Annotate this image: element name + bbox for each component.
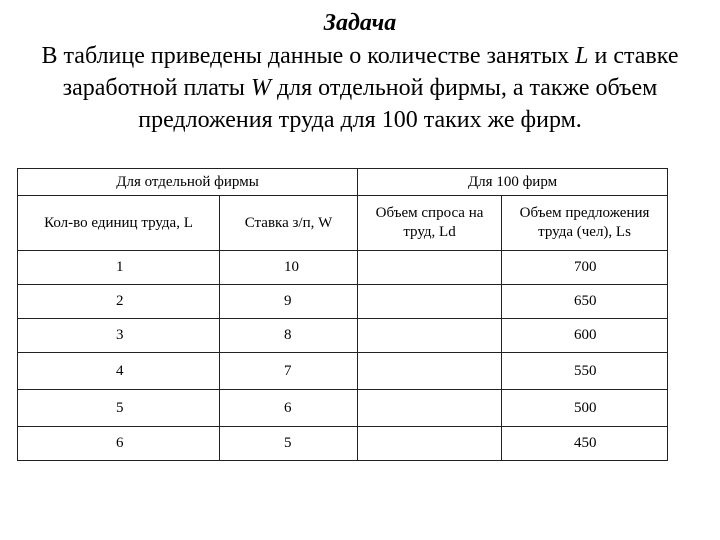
cell-labor-units: 4: [18, 353, 220, 390]
cell-labor-units: 2: [18, 285, 220, 319]
cell-labor-units: 3: [18, 319, 220, 353]
table-row: [18, 319, 668, 353]
cell-wage-rate: 6: [220, 390, 358, 427]
cell-labor-demand: [358, 390, 502, 427]
column-header-row: [18, 196, 668, 251]
intro-text-3: для отдельной фирмы, а также объем предложения труда для 100 таких же фирм.: [138, 75, 658, 133]
cell-wage-rate: 9: [220, 285, 358, 319]
cell-labor-supply: 650: [502, 285, 668, 319]
column-header-wage-rate: Ставка з/п, W: [220, 196, 358, 251]
cell-labor-units: 1: [18, 251, 220, 285]
group-header-100-firms: Для 100 фирм: [358, 169, 668, 196]
cell-labor-supply: 550: [502, 353, 668, 390]
cell-labor-supply: 450: [502, 427, 668, 461]
cell-labor-demand: [358, 427, 502, 461]
cell-labor-units: 5: [18, 390, 220, 427]
table-row: [18, 390, 668, 427]
cell-labor-supply: 500: [502, 390, 668, 427]
variable-w: W: [250, 75, 271, 101]
cell-labor-supply: 700: [502, 251, 668, 285]
cell-wage-rate: 7: [220, 353, 358, 390]
column-header-labor-units: Кол-во единиц труда, L: [18, 196, 220, 251]
cell-wage-rate: 10: [220, 251, 358, 285]
table-row: [18, 427, 668, 461]
cell-labor-demand: [358, 285, 502, 319]
intro-text-1: В таблице приведены данные о количестве занятых: [41, 43, 576, 69]
cell-labor-demand: [358, 353, 502, 390]
column-header-labor-supply: Объем предложения труда (чел), Ls: [502, 196, 668, 251]
table-row: [18, 285, 668, 319]
task-description: [0, 40, 720, 136]
group-header-row: [18, 169, 668, 196]
table-row: [18, 353, 668, 390]
cell-labor-demand: [358, 251, 502, 285]
cell-labor-demand: [358, 319, 502, 353]
variable-l: L: [575, 43, 589, 69]
column-header-labor-demand: Объем спроса на труд, Ld: [358, 196, 502, 251]
cell-labor-units: 6: [18, 427, 220, 461]
labor-data-table: [17, 168, 668, 461]
cell-wage-rate: 5: [220, 427, 358, 461]
group-header-single-firm: Для отдельной фирмы: [18, 169, 358, 196]
table-row: [18, 251, 668, 285]
task-title: Задача: [323, 10, 397, 36]
cell-labor-supply: 600: [502, 319, 668, 353]
intro-text-2: и ставке заработной платы: [62, 43, 679, 101]
cell-wage-rate: 8: [220, 319, 358, 353]
